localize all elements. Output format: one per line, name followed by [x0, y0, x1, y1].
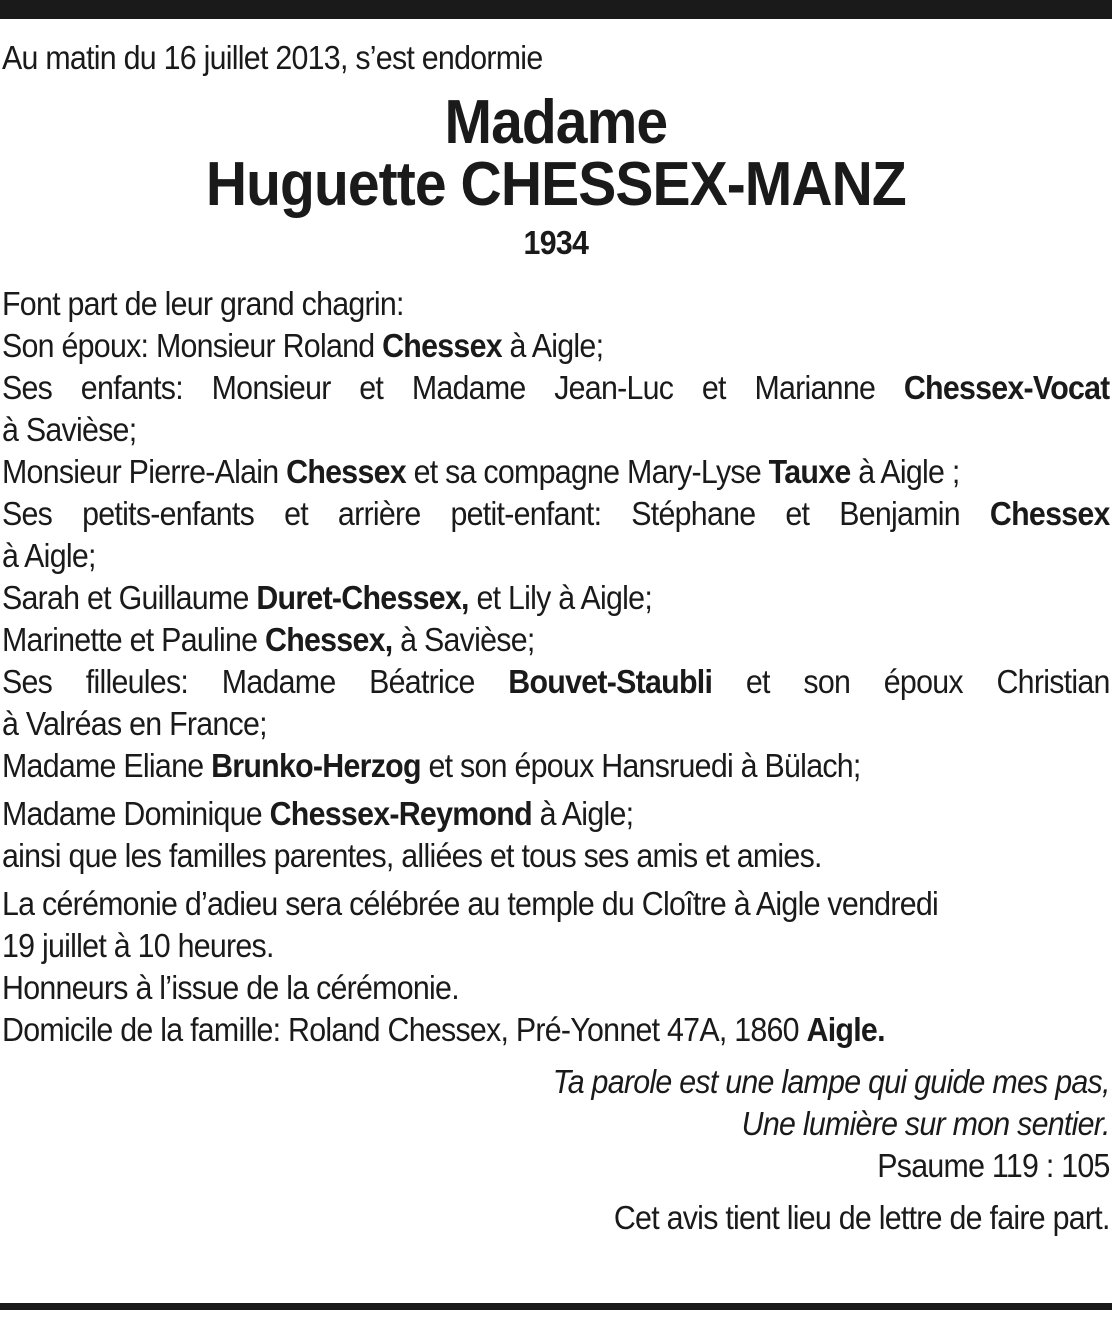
surname: Chessex: [382, 327, 502, 364]
ceremony-line: [2, 1009, 1110, 1051]
notice-statement: [2, 1197, 1110, 1239]
family-line: [2, 367, 1110, 409]
verse-line: [2, 1103, 1110, 1145]
family-line: [2, 619, 1110, 661]
family-line: [2, 535, 1110, 577]
text: à Aigle;: [531, 795, 634, 832]
surname: Chessex-Vocat: [903, 369, 1110, 406]
text: Ta parole est une lampe qui guide mes pas,: [552, 1063, 1110, 1100]
text: et sa compagne Mary-Lyse: [405, 453, 769, 490]
family-line: [2, 745, 1110, 787]
surname: Chessex,: [265, 621, 393, 658]
text: 19 juillet à 10 heures.: [2, 927, 274, 964]
family-line: [2, 577, 1110, 619]
text: Honneurs à l’issue de la cérémonie.: [2, 969, 459, 1006]
text: à Savièse;: [2, 411, 137, 448]
family-line: [2, 325, 1110, 367]
family-line: [2, 835, 1110, 877]
text: et Lily à Aigle;: [468, 579, 653, 616]
text: Font part de leur grand chagrin:: [2, 285, 404, 322]
text: Sarah et Guillaume: [2, 579, 257, 616]
text: à Valréas en France;: [2, 705, 267, 742]
family-line: [2, 493, 1110, 535]
text: à Aigle;: [2, 537, 96, 574]
surname: Bouvet-Staubli: [508, 663, 713, 700]
text: Madame Dominique: [2, 795, 270, 832]
text: Madame Eliane: [2, 747, 212, 784]
family-line: [2, 451, 1110, 493]
text: Domicile de la famille: Roland Chessex, Pré-Yonnet 47A, 1860: [2, 1011, 807, 1048]
verse-line: [2, 1061, 1110, 1103]
surname: Chessex-Reymond: [269, 795, 532, 832]
family-line: [2, 703, 1110, 745]
surname: Brunko-Herzog: [211, 747, 421, 784]
top-rule: [0, 0, 1112, 19]
text: Une lumière sur mon sentier.: [741, 1105, 1110, 1142]
text: et son époux Christian: [712, 663, 1110, 700]
family-line: [2, 283, 1110, 325]
text: Ses filleules: Madame Béatrice: [2, 663, 509, 700]
intro-text: Au matin du 16 juillet 2013, s’est endormie: [2, 39, 543, 76]
ceremony-line: [2, 883, 1110, 925]
text: à Aigle;: [501, 327, 604, 364]
text: Monsieur Pierre-Alain: [2, 453, 287, 490]
text: ainsi que les familles parentes, alliées et tous ses amis et amies.: [2, 837, 822, 874]
bottom-rule: [0, 1303, 1112, 1310]
text: Psaume 119 : 105: [877, 1147, 1110, 1184]
surname: Chessex: [286, 453, 406, 490]
family-line: [2, 793, 1110, 835]
text: à Aigle ;: [850, 453, 960, 490]
text: Marinette et Pauline: [2, 621, 266, 658]
heading-title: Madame: [444, 88, 668, 157]
text: Son époux: Monsieur Roland: [2, 327, 383, 364]
text: et son époux Hansruedi à Bülach;: [420, 747, 861, 784]
notice-body: [2, 37, 1110, 1239]
surname: Tauxe: [768, 453, 851, 490]
surname: Chessex: [989, 495, 1110, 532]
text: Cet avis tient lieu de lettre de faire part.: [613, 1199, 1110, 1236]
family-line: [2, 409, 1110, 451]
text: Ses enfants: Monsieur et Madame Jean-Luc et Marianne: [2, 369, 904, 406]
ceremony-line: [2, 925, 1110, 967]
family-line: [2, 661, 1110, 703]
birth-year: 1934: [523, 224, 589, 261]
heading-name: Huguette CHESSEX-MANZ: [205, 150, 906, 219]
text: Ses petits-enfants et arrière petit-enfant: Stéphane et Benjamin: [2, 495, 990, 532]
text: La cérémonie d’adieu sera célébrée au temple du Cloître à Aigle vendredi: [2, 885, 939, 922]
text: à Savièse;: [392, 621, 535, 658]
place: Aigle.: [806, 1011, 885, 1048]
verse-reference: [2, 1145, 1110, 1187]
surname: Duret-Chessex,: [256, 579, 469, 616]
ceremony-line: [2, 967, 1110, 1009]
